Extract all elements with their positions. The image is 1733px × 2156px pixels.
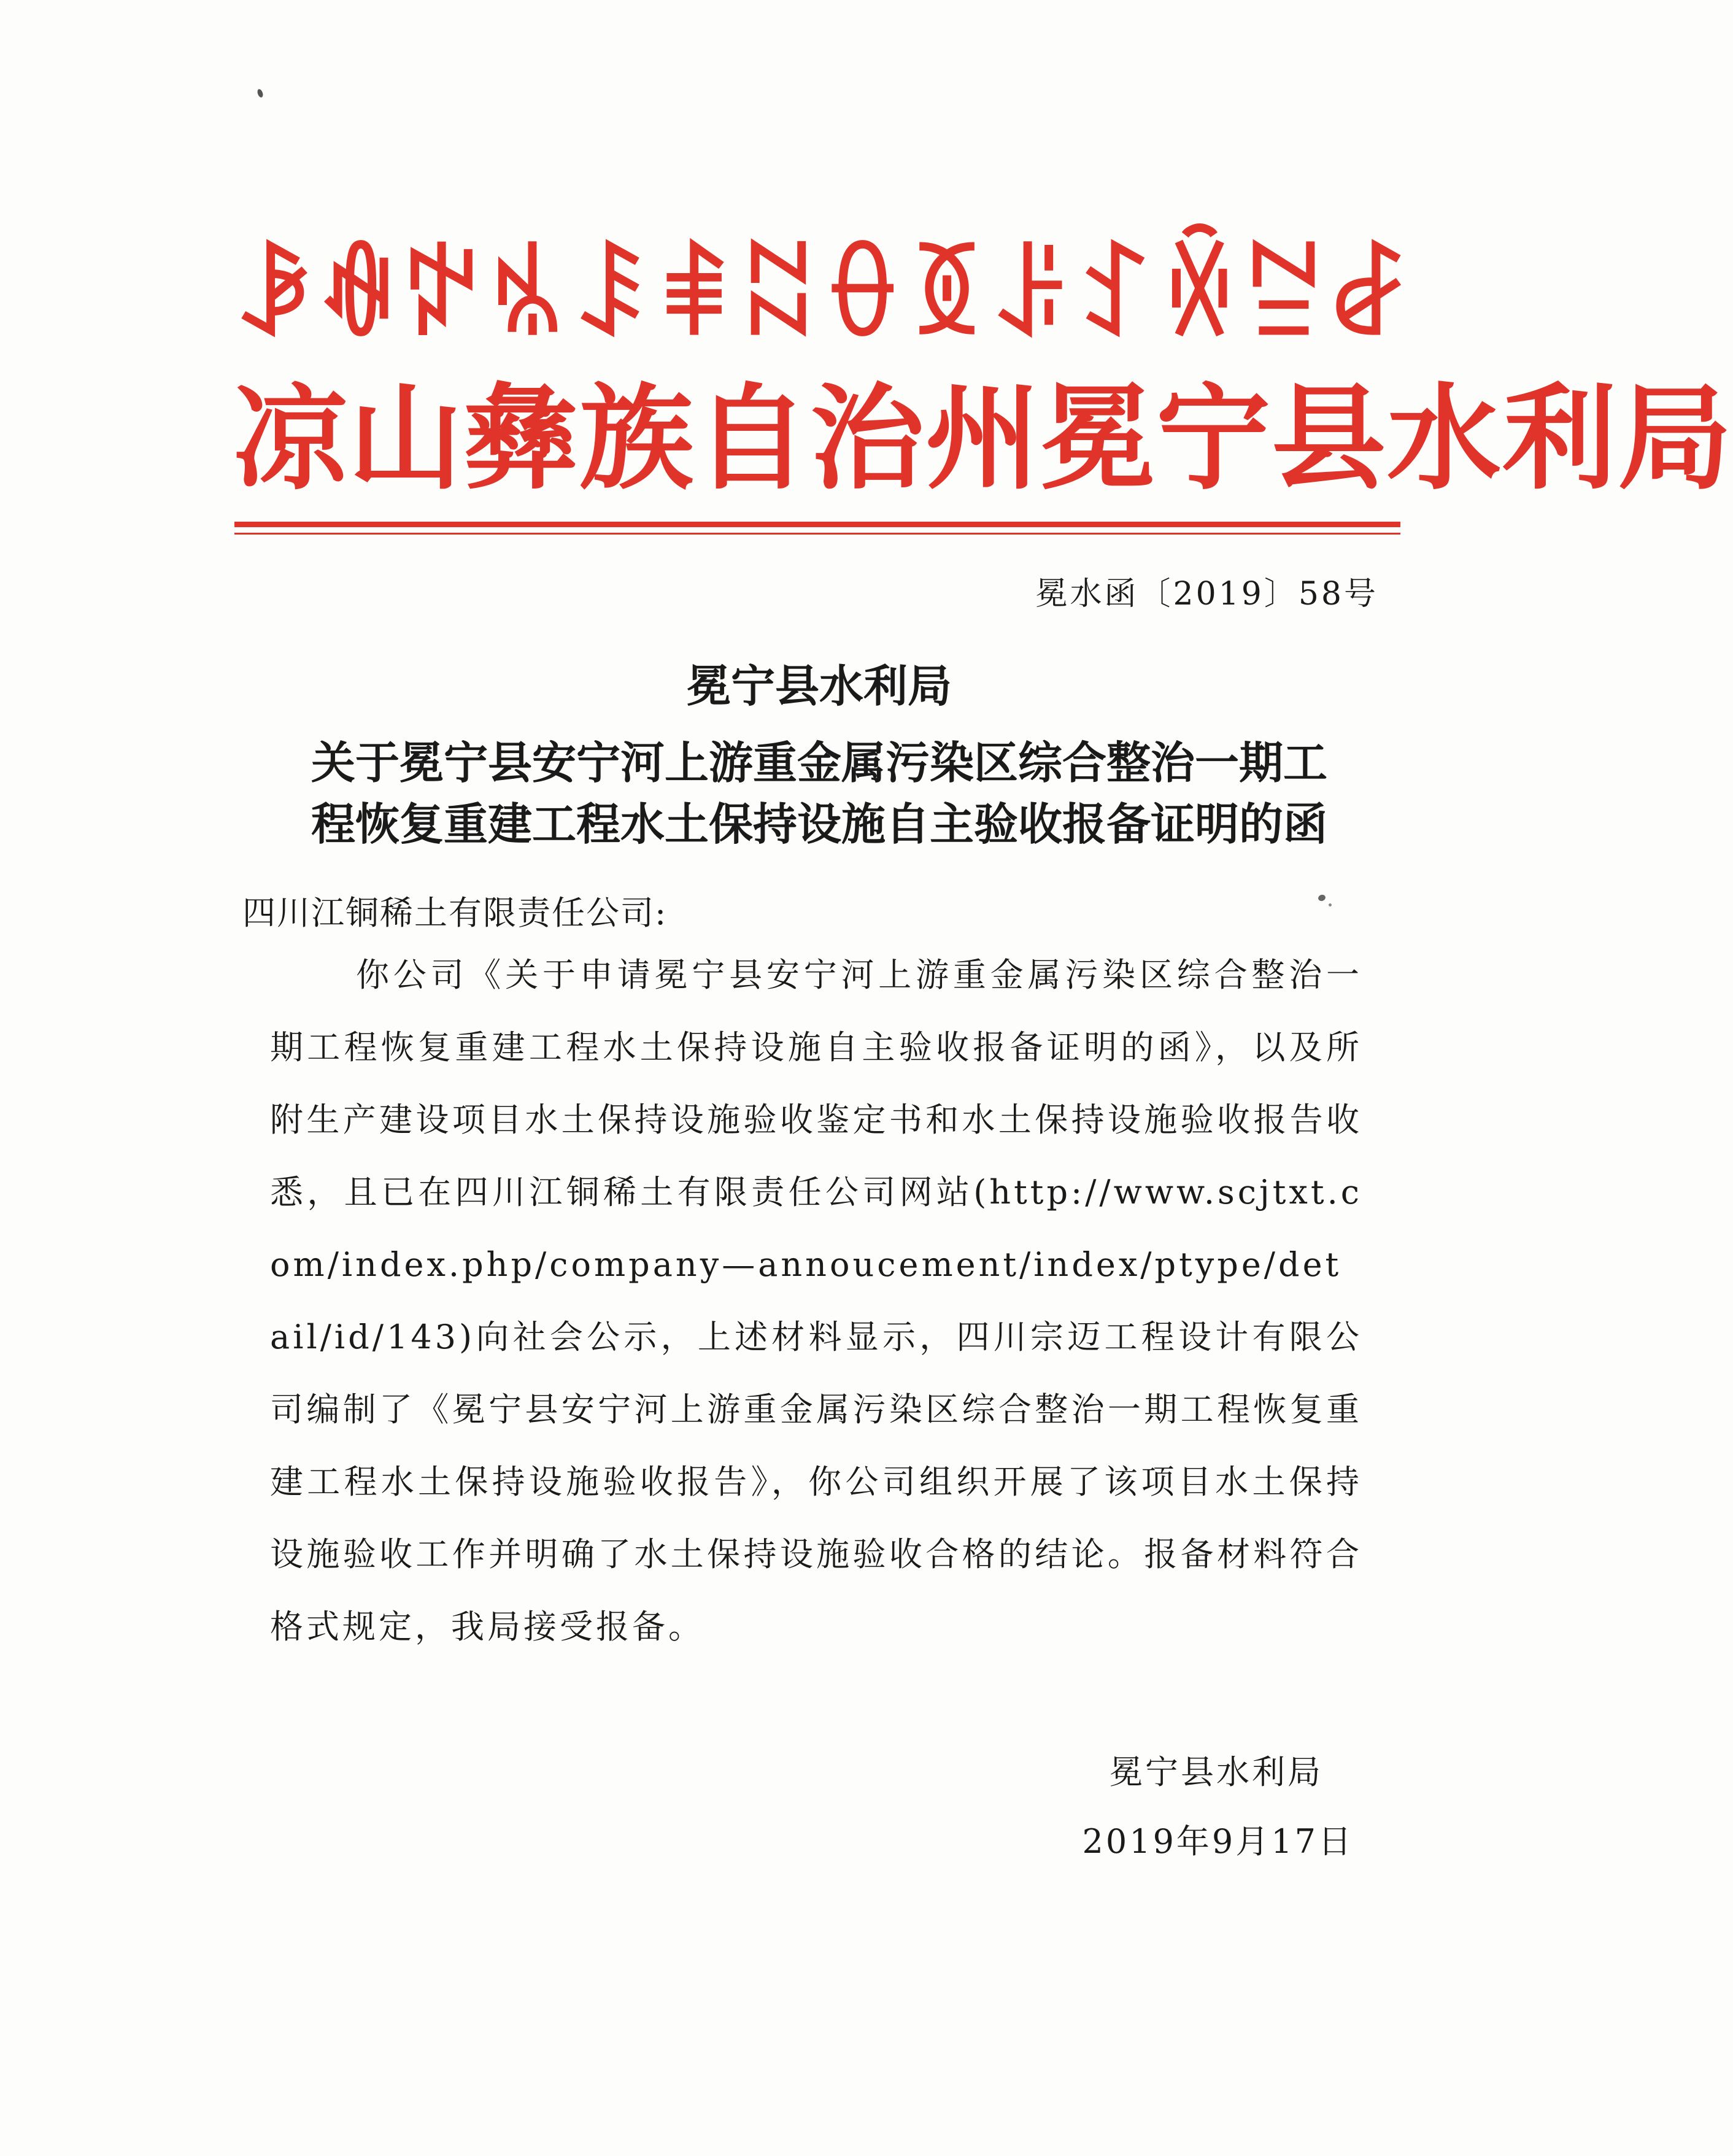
letterhead-rule-thin <box>234 533 1400 535</box>
title-subject-line-2: 程恢复重建工程水土保持设施自主验收报备证明的函 <box>311 798 1327 850</box>
letterhead-chinese-name: 凉山彝族自治州冕宁县水利局 <box>233 372 1733 505</box>
scan-speck <box>1328 903 1332 906</box>
title-issuer: 冕宁县水利局 <box>686 660 952 712</box>
scan-speck <box>257 88 264 98</box>
signature-date: 2019年9月17日 <box>1082 1822 1354 1861</box>
title-subject-line-1: 关于冕宁县安宁河上游重金属污染区综合整治一期工 <box>311 736 1327 789</box>
letterhead-yi-name: ꆃꊿꉢꁱꄩꑌꉆꂷꅉꌠꉘꏽꊂꆀ <box>233 238 1413 358</box>
document-number: 冕水函〔2019〕58号 <box>1035 576 1378 612</box>
signature-organization: 冕宁县水利局 <box>1110 1753 1323 1791</box>
body-paragraph: 你公司《关于申请冕宁县安宁河上游重金属污染区综合整治一期工程恢复重建工程水土保持设施自主验收报备证明的函》，以及所附生产建设项目水土保持设施验收鉴定书和水土保持设施验收报告收悉，且已在四川江铜稀土有限责任公司网站(http://www.scjtxt.com/index.php/company—annoucement/index/ptype/detail/id/143)向社会公示，上述材料显示，四川宗迈工程设计有限公司编制了《冕宁县安宁河上游重金属污染区综合整治一期工程恢复重建工程水土保持设施验收报告》，你公司组织开展了该项目水土保持设施验收工作并明确了水土保持设施验收合格的结论。报备材料符合格式规定，我局接受报备。 <box>270 956 1362 1646</box>
addressee: 四川江铜稀土有限责任公司: <box>242 894 668 932</box>
scan-speck <box>1318 894 1327 902</box>
letterhead-rule-thick <box>234 522 1400 527</box>
